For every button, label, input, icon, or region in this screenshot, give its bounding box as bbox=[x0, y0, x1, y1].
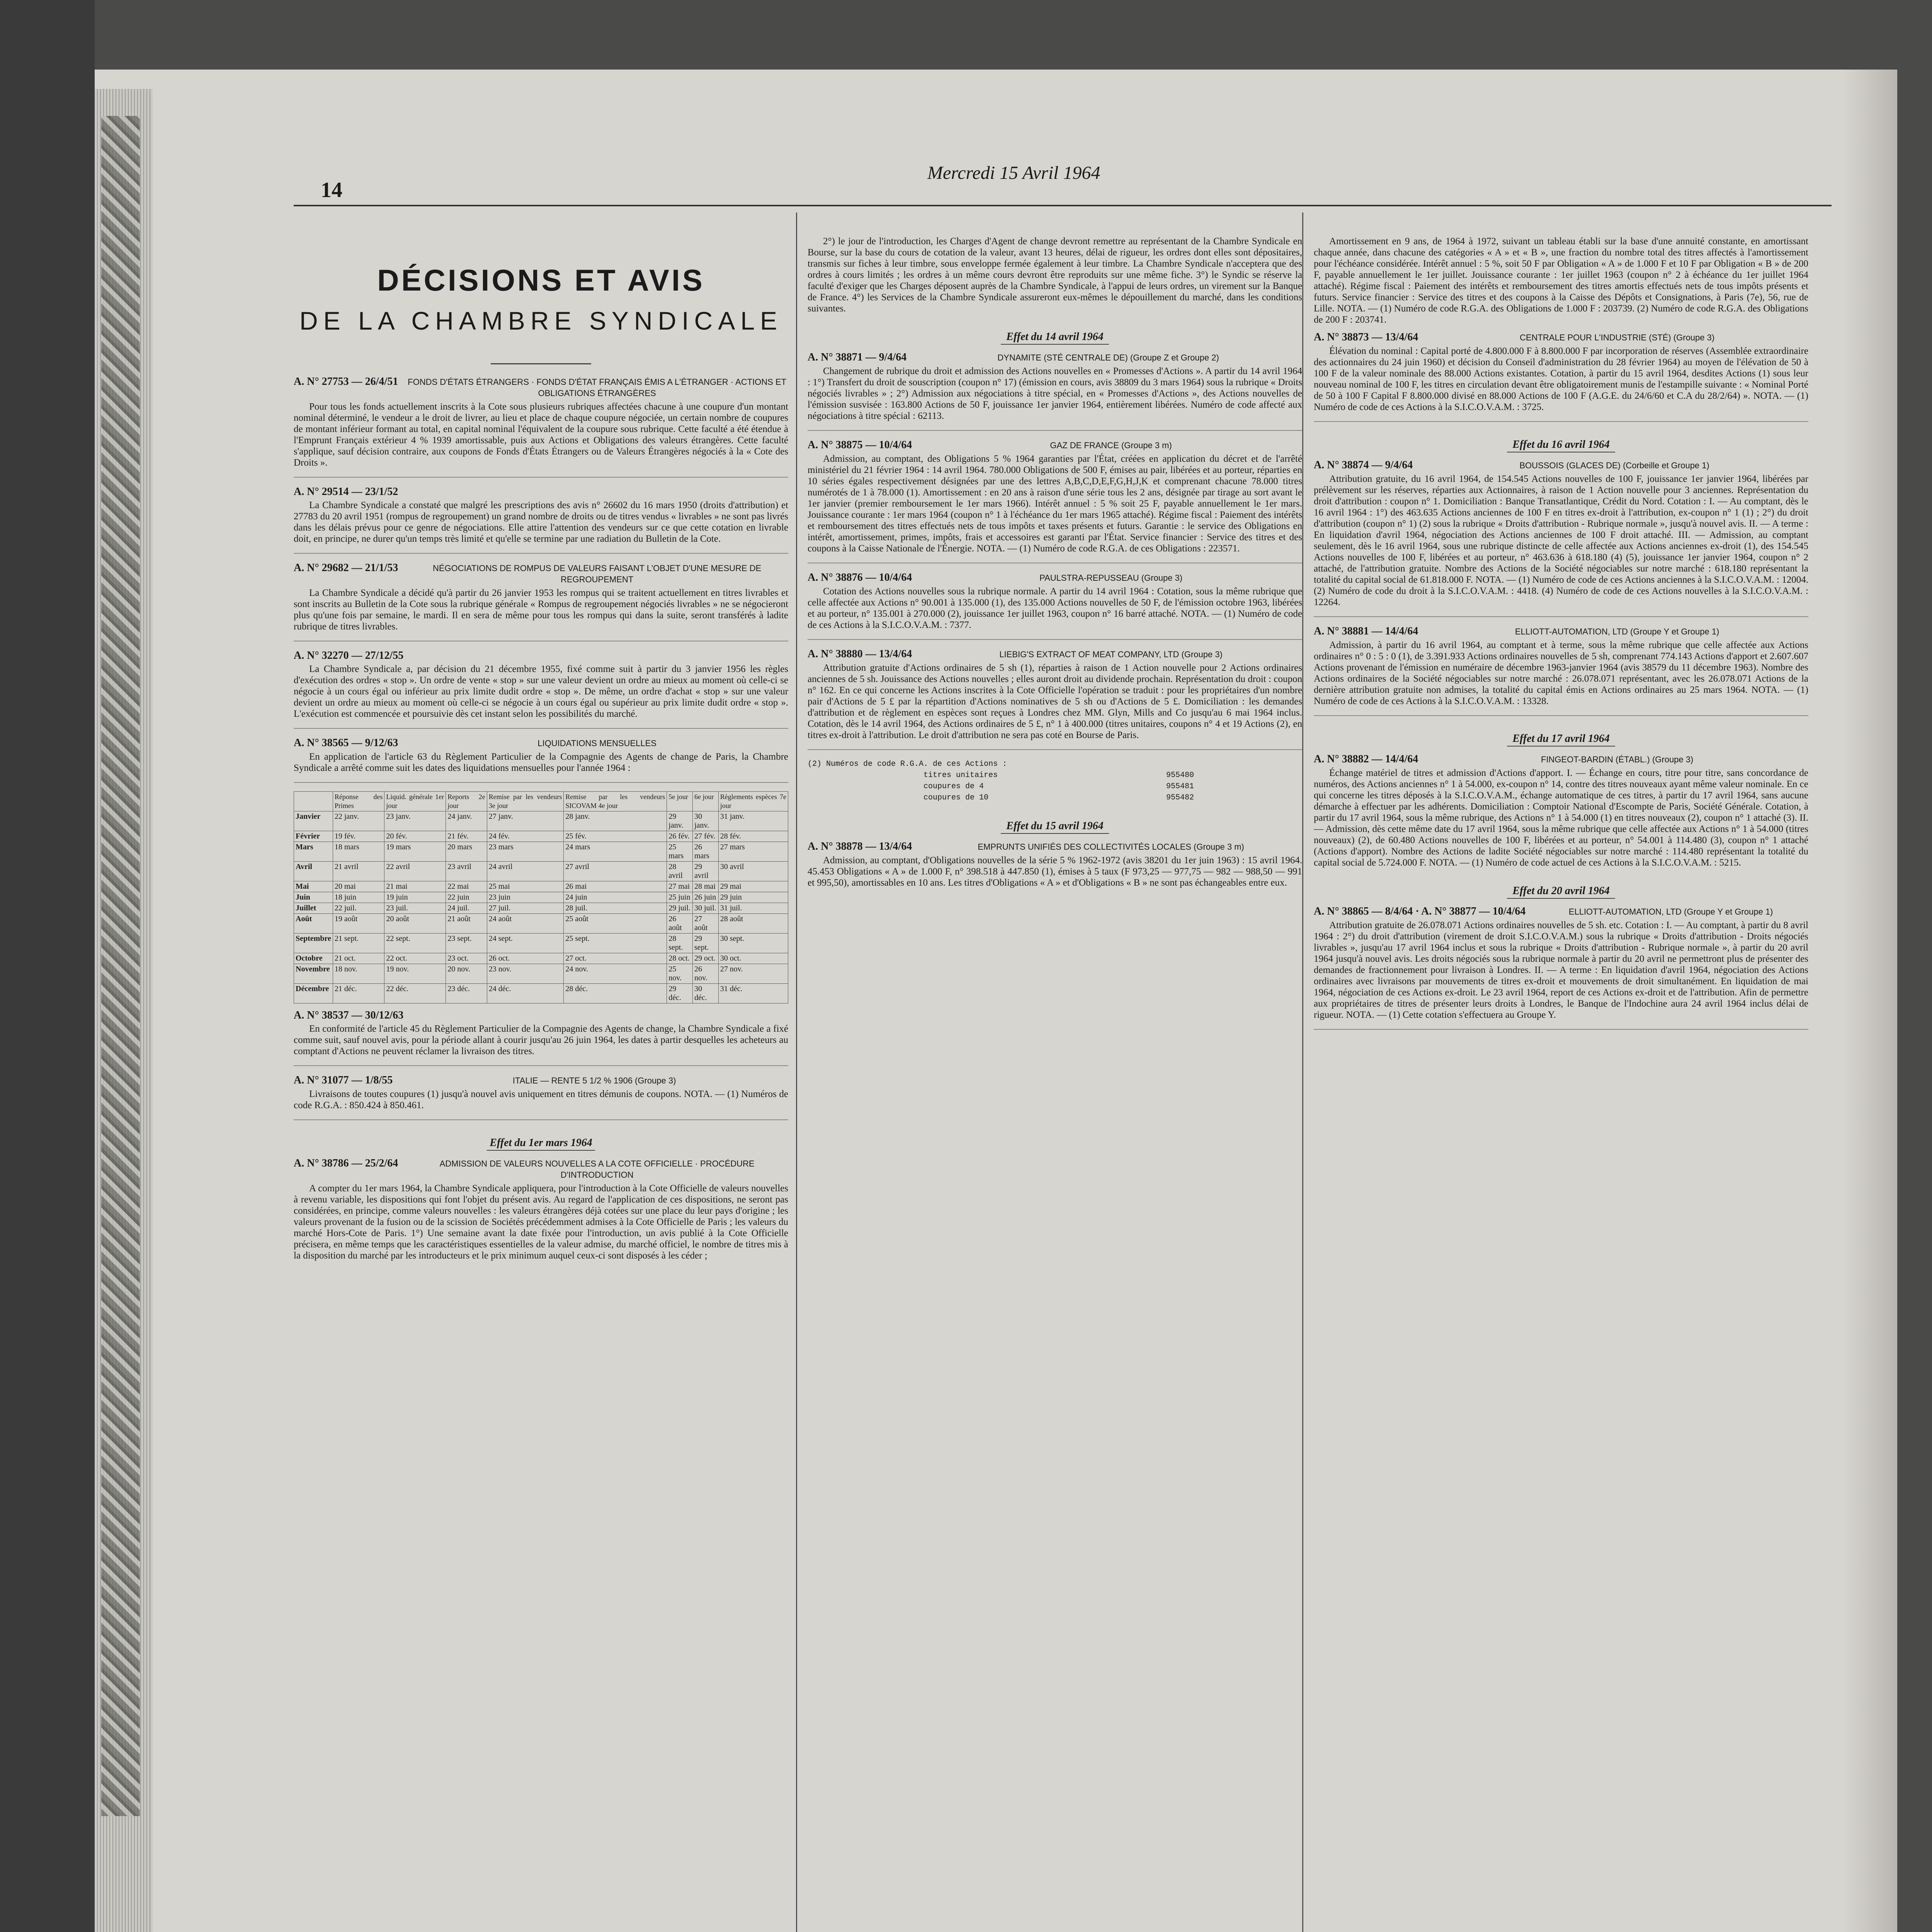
notice-separator bbox=[294, 1119, 788, 1120]
table-cell: 23 sept. bbox=[446, 934, 487, 953]
table-header-cell: 6e jour bbox=[692, 792, 718, 811]
notice-subject: LIEBIG'S EXTRACT OF MEAT COMPANY, LTD (Groupe 3) bbox=[999, 650, 1223, 659]
notice-subject: GAZ DE FRANCE (Groupe 3 m) bbox=[1050, 440, 1172, 450]
table-cell: 23 oct. bbox=[446, 953, 487, 964]
table-cell: 24 nov. bbox=[564, 964, 667, 984]
notice-separator bbox=[1314, 1029, 1808, 1030]
effect-heading bbox=[1314, 733, 1808, 747]
code-label: titres unitaires bbox=[923, 771, 998, 780]
table-cell: Décembre bbox=[294, 984, 333, 1003]
table-row bbox=[294, 934, 788, 953]
table-cell: 24 août bbox=[487, 914, 564, 934]
table-cell: 22 oct. bbox=[384, 953, 446, 964]
table-cell: 25 fév. bbox=[564, 831, 667, 842]
table-cell: 21 déc. bbox=[333, 984, 384, 1003]
notice-ref: A. N° 38878 — 13/4/64 bbox=[808, 840, 912, 852]
table-cell: 28 mai bbox=[692, 881, 718, 892]
notice-separator bbox=[808, 749, 1302, 750]
table-header-cell: Remise par les vendeurs SICOVAM 4e jour bbox=[564, 792, 667, 811]
table-cell: 21 sept. bbox=[333, 934, 384, 953]
notice-header bbox=[294, 562, 788, 585]
table-row bbox=[294, 953, 788, 964]
notice-body: La Chambre Syndicale a décidé qu'à partir du 26 janvier 1953 les rompus qui se traitent actuellement en titres livrables et sont inscrits au Bulletin de la Cote sous la rubrique générale « Rompus de regroupement négociés livrables » ne se négocieront plus qu'une fois par semaine, le mardi. Il en sera de même pour tous les rompus qui dans la suite, seront transférés à ladite rubrique de titres livrables. bbox=[294, 588, 788, 632]
table-cell: Novembre bbox=[294, 964, 333, 984]
notice-subject: CENTRALE POUR L'INDUSTRIE (STÉ) (Groupe 3) bbox=[1520, 333, 1715, 342]
notice-header bbox=[808, 572, 1302, 583]
table-header-row bbox=[294, 792, 788, 811]
table-row bbox=[294, 914, 788, 934]
code-items bbox=[808, 770, 1302, 803]
table-row bbox=[294, 811, 788, 831]
table-cell: 22 déc. bbox=[384, 984, 446, 1003]
table-cell: 21 fév. bbox=[446, 831, 487, 842]
notice-header bbox=[294, 486, 788, 497]
table-cell: 31 juil. bbox=[718, 903, 788, 914]
table-cell: 25 sept. bbox=[564, 934, 667, 953]
table-cell: 23 nov. bbox=[487, 964, 564, 984]
notice-header bbox=[1314, 459, 1808, 471]
title-rule bbox=[491, 363, 591, 364]
table-cell: 18 nov. bbox=[333, 964, 384, 984]
table-row bbox=[294, 964, 788, 984]
notice-header bbox=[294, 1075, 788, 1086]
notice-ref: A. N° 38881 — 14/4/64 bbox=[1314, 625, 1418, 637]
table-cell: 27 fév. bbox=[692, 831, 718, 842]
notice-body: La Chambre Syndicale a constaté que malgré les prescriptions des avis n° 26602 du 16 mars 1950 (droits d'attribution) et 27783 du 20 avril 1951 (rompus de regroupement) un grand nombre de droits ou de titres vendus « livrables » ne sont pas livrés dans les délais prévus pour ce genre de négociations. Elle attire l'attention des vendeurs sur ce que cette cotation en livrable doit, en principe, ne durer qu'un temps très limité et qu'elle se termine par une radiation du Bulletin de la Cote. bbox=[294, 500, 788, 544]
table-cell: 19 fév. bbox=[333, 831, 384, 842]
page-date: Mercredi 15 Avril 1964 bbox=[927, 163, 1100, 183]
table-cell: 18 mars bbox=[333, 842, 384, 862]
table-cell: 23 janv. bbox=[384, 811, 446, 831]
notice-header bbox=[1314, 906, 1808, 917]
table-cell: 27 oct. bbox=[564, 953, 667, 964]
effect-heading-text: Effet du 14 avril 1964 bbox=[1006, 331, 1104, 343]
table-cell: 21 août bbox=[446, 914, 487, 934]
notice-body: Livraisons de toutes coupures (1) jusqu'à nouvel avis uniquement en titres démunis de coupons. NOTA. — (1) Numéros de code R.G.A. : 850.424 à 850.461. bbox=[294, 1089, 788, 1111]
table-row bbox=[294, 842, 788, 862]
table-cell: Avril bbox=[294, 862, 333, 881]
notice-body-continued: 2°) le jour de l'introduction, les Charges d'Agent de change devront remettre au représentant de la Chambre Syndicale en Bourse, sur la base du cours de cotation de la valeur, avant 13 heures, délai de rigueur, les ordres dont elles sont dépositaires, transmis sur fiches à leur timbre, sous enveloppe fermée également à leur timbre. La Chambre Syndicale n'acceptera que des ordres à cours limités ; les ordres à un même cours devront être reproduits sur une même fiche. 3°) le Syndic se réserve la faculté d'exiger que les Charges déposent auprès de la Chambre Syndicale, à l'appui de leurs ordres, un virement sur la Banque de France. 4°) les Services de la Chambre Syndicale assureront eux-mêmes le dépouillement du marché, dans les conditions suivantes. bbox=[808, 236, 1302, 314]
code-list bbox=[808, 759, 1302, 803]
effect-heading bbox=[294, 1137, 788, 1151]
table-cell: 22 janv. bbox=[333, 811, 384, 831]
notice-ref: A. N° 38876 — 10/4/64 bbox=[808, 571, 912, 583]
notice-body: A compter du 1er mars 1964, la Chambre Syndicale appliquera, pour l'introduction à la Cote Officielle de valeurs nouvelles à revenu variable, les dispositions qui font l'objet du présent avis. Au regard de l'application de ces dispositions, ne seront pas considérées, en principe, comme valeurs nouvelles : les valeurs étrangères déjà cotées sur une place du leur pays d'origine ; les valeurs provenant de la fusion ou de la scission de Sociétés précédemment admises à la Cote Officielle de Paris ; les valeurs du marché Hors-Cote de Paris. 1°) Une semaine avant la date fixée pour l'introduction, un avis publié à la Cote Officielle précisera, en même temps que les caractéristiques essentielles de la valeur admise, du marché officiel, le nombre de titres mis à la disposition du marché par les introducteurs et le prix minimum auquel ceux-ci sont disposés à les céder ; bbox=[294, 1183, 788, 1261]
effect-heading-text: Effet du 20 avril 1964 bbox=[1512, 885, 1610, 897]
notice-ref: A. N° 38882 — 14/4/64 bbox=[1314, 753, 1418, 765]
notice-subject: ITALIE — RENTE 5 1/2 % 1906 (Groupe 3) bbox=[512, 1076, 676, 1085]
code-label: coupures de 4 bbox=[923, 782, 984, 791]
table-cell: 25 mai bbox=[487, 881, 564, 892]
notice-header bbox=[1314, 626, 1808, 637]
notice-separator bbox=[1314, 421, 1808, 422]
notice-separator bbox=[1314, 616, 1808, 617]
table-cell: 28 oct. bbox=[667, 953, 693, 964]
notice-body-continued: Amortissement en 9 ans, de 1964 à 1972, suivant un tableau établi sur la base d'une annuité constante, en amortissant chaque année, dans chacune des catégories « A » et « B », une fraction du nombre total des titres affectés à l'amortissement pour l'échéance considérée. Intérêt annuel : 5 %, soit 50 F par Obligation « A » de 1.000 F et 10 F par Obligation « B » de 200 F, payable annuellement le 1er juillet. Jouissance courante : 1er juillet 1963 (coupon n° 2 à échéance du 1er juillet 1964 attaché). Régime fiscal : Paiement des intérêts et remboursement des titres amortis effectués nets de tous impôts présents et futurs. Service financier : Service des titres et des coupons à la Caisse des Dépôts et Consignations, à Paris (7e), 56, rue de Lille. NOTA. — (1) Numéro de code R.G.A. des Obligations de 1.000 F : 203739. (2) Numéro de code R.G.A. des Obligations de 200 F : 203741. bbox=[1314, 236, 1808, 325]
table-cell: 24 janv. bbox=[446, 811, 487, 831]
table-cell: 30 déc. bbox=[692, 984, 718, 1003]
notice-list bbox=[294, 376, 788, 783]
table-cell: 21 mai bbox=[384, 881, 446, 892]
notice-subject: DYNAMITE (STÉ CENTRALE DE) (Groupe Z et Groupe 2) bbox=[997, 353, 1219, 362]
notice-ref: A. N° 38865 — 8/4/64 · A. N° 38877 — 10/4/64 bbox=[1314, 905, 1526, 917]
page-number: 14 bbox=[321, 178, 342, 202]
notice-ref: A. N° 38875 — 10/4/64 bbox=[808, 439, 912, 451]
notice-header bbox=[808, 841, 1302, 852]
code-value: 955480 bbox=[1166, 771, 1194, 780]
notice-header bbox=[1314, 332, 1808, 343]
effect-heading bbox=[1314, 885, 1808, 899]
table-cell: Mai bbox=[294, 881, 333, 892]
notice-ref: A. N° 29682 — 21/1/53 bbox=[294, 562, 398, 574]
table-cell: 20 fév. bbox=[384, 831, 446, 842]
notice-list bbox=[1314, 906, 1808, 1030]
table-cell: 29 janv. bbox=[667, 811, 693, 831]
notice-ref: A. N° 29514 — 23/1/52 bbox=[294, 486, 398, 498]
code-caption: (2) Numéros de code R.G.A. de ces Actions : bbox=[808, 760, 1007, 769]
table-cell: Septembre bbox=[294, 934, 333, 953]
notice-body: Attribution gratuite d'Actions ordinaires de 5 sh (1), réparties à raison de 1 Action nouvelle pour 2 Actions ordinaires anciennes de 5 sh. Jouissance des Actions nouvelles ; elles auront droit au dividende prochain. Représentation du droit : coupon n° 162. En ce qui concerne les Actions inscrites à la Cote Officielle l'opération se traduit : pour les propriétaires d'un nombre pair d'Actions de 5 £ par la répartition d'Actions nominatives de 5 sh ou d'Actions de 5 £. Domiciliation : les demandes d'attribution et de règlement en espèces sont reçues à Londres chez MM. Glyn, Mills and Co jusqu'au 6 mai 1964 inclus. Cotation, dès le 14 avril 1964, des Actions ordinaires de 5 £, n° 1 à 400.000 (titres unitaires, coupons n° 4 et 19 Actions (2), en titres ex-droit à l'attribution. Le droit d'attribution ne sera pas coté en Bourse de Paris. bbox=[808, 663, 1302, 740]
liquidation-table bbox=[294, 791, 788, 1003]
notice-header bbox=[808, 648, 1302, 660]
table-cell: 28 déc. bbox=[564, 984, 667, 1003]
table-cell: 26 août bbox=[667, 914, 693, 934]
table-cell: 26 nov. bbox=[692, 964, 718, 984]
effect-rule bbox=[487, 1150, 595, 1151]
page-subtitle: DE LA CHAMBRE SYNDICALE bbox=[299, 306, 782, 335]
notice-body: Attribution gratuite, du 16 avril 1964, de 154.545 Actions nouvelles de 100 F, jouissance 1er janvier 1964, libérées par prélèvement sur les réserves, réparties aux Actionnaires, à raison de 1 Action nouvelle pour 3 anciennes. Représentation du droit d'attribution : coupon n° 1. Domiciliation : Banque Transatlantique, Crédit du Nord. Cotation : I. — Au comptant, dès le 16 avril 1964 : 1°) des 463.635 Actions anciennes de 100 F en titres ex-droit à l'attribution, ex-coupon n° 1 (1) ; 2°) du droit d'attribution (coupon n° 1) (2) sous la rubrique « Droits d'attribution - Rubrique normale », jusqu'à nouvel avis. II. — A terme : En liquidation d'avril 1964, négociation des Actions anciennes de 100 F droit attaché. III. — Admission, au comptant seulement, dès le 16 avril 1964, sous une rubrique distincte de celle affectée aux Actions anciennes ex-droit (1), des 154.545 Actions nouvelles de 100 F, libérées et au porteur, n° 463.636 à 618.180 (4) (5), jouissance 1er janvier 1964, coupon n° 2 attaché, de l'attribution gratuite. Nombre des Actions de la Société négociables sur notre marché : 618.180 représentant la totalité du capital social de 61.818.000 F. NOTA. — (1) Numéro de code de ces Actions anciennes à la S.I.C.O.V.A.M. : 12004. (2) Numéro de code du droit à la S.I.C.O.V.A.M. : 4418. (4) Numéro de code de ces Actions nouvelles à la S.I.C.O.V.A.M. : 12264. bbox=[1314, 474, 1808, 607]
code-label: coupures de 10 bbox=[923, 793, 989, 802]
notice-ref: A. N° 38880 — 13/4/64 bbox=[808, 648, 912, 660]
effect-heading bbox=[1314, 439, 1808, 452]
notice-ref: A. N° 38786 — 25/2/64 bbox=[294, 1157, 398, 1169]
header-rule bbox=[294, 205, 1832, 206]
table-cell: 29 déc. bbox=[667, 984, 693, 1003]
table-cell: Juillet bbox=[294, 903, 333, 914]
table-row bbox=[294, 862, 788, 881]
table-cell: 30 sept. bbox=[718, 934, 788, 953]
table-cell: 23 mars bbox=[487, 842, 564, 862]
notice-subject: NÉGOCIATIONS DE ROMPUS DE VALEURS FAISANT L'OBJET D'UNE MESURE DE REGROUPEMENT bbox=[432, 563, 762, 584]
table-cell: 22 sept. bbox=[384, 934, 446, 953]
table-header-cell: Liquid. générale 1er jour bbox=[384, 792, 446, 811]
notice-list bbox=[1314, 459, 1808, 716]
column-divider bbox=[796, 213, 797, 1932]
notice-header bbox=[808, 439, 1302, 451]
table-cell: 28 sept. bbox=[667, 934, 693, 953]
table-row bbox=[294, 881, 788, 892]
notice-ref: A. N° 38874 — 9/4/64 bbox=[1314, 459, 1413, 471]
table-cell: 19 nov. bbox=[384, 964, 446, 984]
column-2 bbox=[808, 213, 1302, 1932]
table-cell: 29 juil. bbox=[667, 903, 693, 914]
marbled-edge bbox=[101, 116, 140, 1816]
notice-subject: EMPRUNTS UNIFIÉS DES COLLECTIVITÉS LOCALES (Groupe 3 m) bbox=[978, 842, 1244, 852]
table-cell: 22 juin bbox=[446, 892, 487, 903]
table-cell: Octobre bbox=[294, 953, 333, 964]
notice-separator bbox=[1314, 715, 1808, 716]
effect-heading-text: Effet du 15 avril 1964 bbox=[1006, 820, 1104, 832]
table-cell: 21 avril bbox=[333, 862, 384, 881]
notice-header bbox=[294, 376, 788, 399]
notice-subject: BOUSSOIS (GLACES DE) (Corbeille et Groupe 1) bbox=[1519, 461, 1709, 470]
table-cell: 28 juil. bbox=[564, 903, 667, 914]
table-cell: 18 juin bbox=[333, 892, 384, 903]
notice-subject: ADMISSION DE VALEURS NOUVELLES A LA COTE OFFICIELLE · PROCÉDURE D'INTRODUCTION bbox=[439, 1159, 755, 1180]
table-cell: 24 sept. bbox=[487, 934, 564, 953]
table-header-cell: 5e jour bbox=[667, 792, 693, 811]
table-cell: 30 juil. bbox=[692, 903, 718, 914]
notice-list bbox=[1314, 332, 1808, 422]
table-header-cell: Réponse des Primes bbox=[333, 792, 384, 811]
table-row bbox=[294, 892, 788, 903]
table-header-cell bbox=[294, 792, 333, 811]
table-cell: 25 juin bbox=[667, 892, 693, 903]
notice-header bbox=[294, 1010, 788, 1021]
table-cell: 24 déc. bbox=[487, 984, 564, 1003]
table-cell: 30 avril bbox=[718, 862, 788, 881]
notice-subject: ELLIOTT-AUTOMATION, LTD (Groupe Y et Groupe 1) bbox=[1568, 907, 1773, 917]
table-cell: 22 juil. bbox=[333, 903, 384, 914]
page-title: DÉCISIONS ET AVIS bbox=[377, 263, 705, 297]
table-cell: Juin bbox=[294, 892, 333, 903]
table-cell: 24 mars bbox=[564, 842, 667, 862]
notice-header bbox=[1314, 753, 1808, 765]
notice-ref: A. N° 31077 — 1/8/55 bbox=[294, 1074, 393, 1086]
table-cell: 31 déc. bbox=[718, 984, 788, 1003]
notice-subject: PAULSTRA-REPUSSEAU (Groupe 3) bbox=[1039, 573, 1183, 583]
notice-subject: ELLIOTT-AUTOMATION, LTD (Groupe Y et Groupe 1) bbox=[1515, 627, 1719, 636]
notice-body: Admission, au comptant, d'Obligations nouvelles de la série 5 % 1962-1972 (avis 38201 du 1er juin 1963) : 15 avril 1964. 45.453 Obligations « A » de 1.000 F, n° 398.518 à 447.850 (1), émises à 5 taux (F 973,25 — 977,75 — 982 — 988,50 — 991 et 995,50), amortissables en 10 ans. Les titres d'Obligations « A » et d'Obligations « B » ne sont pas échangeables entre eux. bbox=[808, 855, 1302, 888]
table-cell: 19 août bbox=[333, 914, 384, 934]
table-cell: 25 mars bbox=[667, 842, 693, 862]
notice-header bbox=[808, 352, 1302, 363]
table-cell: Août bbox=[294, 914, 333, 934]
table-row bbox=[294, 831, 788, 842]
code-row bbox=[923, 781, 1194, 792]
notice-ref: A. N° 32270 — 27/12/55 bbox=[294, 650, 404, 662]
notice-subject: FONDS D'ÉTATS ÉTRANGERS · FONDS D'ÉTAT FRANÇAIS ÉMIS A L'ÉTRANGER · ACTIONS ET OBLIGATIONS ÉTRANGÈRES bbox=[408, 377, 787, 398]
table-header-cell: Reports 2e jour bbox=[446, 792, 487, 811]
notice-ref: A. N° 38537 — 30/12/63 bbox=[294, 1009, 404, 1021]
notice-separator bbox=[294, 477, 788, 478]
table-header-cell: Règlements espèces 7e jour bbox=[718, 792, 788, 811]
table-cell: 24 fév. bbox=[487, 831, 564, 842]
notice-list bbox=[808, 352, 1302, 750]
notice-body: Échange matériel de titres et admission d'Actions d'apport. I. — Échange en cours, titre pour titre, sans concordance de numéros, des Actions anciennes n° 1 à 54.000, ex-coupon n° 14, contre des titres nouveaux ayant même valeur nominale. En ce qui concerne les titres déposés à la S.I.C.O.V.A.M., échange automatique de ces titres, à partir du 17 avril 1964, sans aucune démarche à effectuer par les adhérents. Domiciliation : Comptoir National d'Escompte de Paris, Société Générale. Cotation, à partir du 17 avril 1964, sous la même rubrique, des Actions n° 1 à 54.000 (1) en titres nouveaux (2), coupon n° 1 attaché (3). II. — Admission, dès cette même date du 17 avril 1964, sous la même rubrique que celle affectée aux Actions n° 1 à 54.000 (titres nouveaux) (2), de 60.480 Actions nouvelles de 100 F, libérées et au porteur, n° 54.001 à 114.480 (3), coupon n° 1 attaché (Actions d'apport). Nombre des Actions de ladite Société négociables sur notre marché : 114.480 représentant la totalité du capital social de 5.724.000 F. NOTA. — (1) Numéro de code actuel de ces Actions à la S.I.C.O.V.A.M. : 5215. bbox=[1314, 768, 1808, 868]
table-cell: 20 nov. bbox=[446, 964, 487, 984]
table-cell: 30 oct. bbox=[718, 953, 788, 964]
notice-body: Admission, à partir du 16 avril 1964, au comptant et à terme, sous la même rubrique que celle affectée aux Actions ordinaires n° 0 : 5 : 0 (1), de 3.391.933 Actions ordinaires nouvelles de 5 sh, comprenant 774.143 Actions d'apport et 2.607.607 Actions provenant de l'émission en numéraire de décembre 1963-janvier 1964 (avis 38579 du 11 décembre 1963). Nombre des Actions ordinaires de la Société négociables sur notre marché : 26.078.071 représentant, avec les 26.078.071 Actions de la dernière attribution gratuite non admises, la totalité du capital émis en Actions ordinaires au 25 mars 1964. NOTA. — (1) Numéro de code de ces Actions à la S.I.C.O.V.A.M. : 13328. bbox=[1314, 640, 1808, 706]
table-cell: 28 avril bbox=[667, 862, 693, 881]
effect-heading-text: Effet du 17 avril 1964 bbox=[1512, 733, 1610, 745]
table-cell: 24 avril bbox=[487, 862, 564, 881]
effect-heading bbox=[808, 331, 1302, 345]
table-cell: 29 oct. bbox=[692, 953, 718, 964]
notice-header bbox=[294, 737, 788, 749]
notice-body: Pour tous les fonds actuellement inscrits à la Cote sous plusieurs rubriques affectées chacune à une coupure d'un montant nominal déterminé, le vendeur a le droit de livrer, au lieu et place de chaque coupure négociée, un certain nombre de coupures de montant inférieur formant au total, en capital nominal l'équivalent de la coupure sous rubrique. Cette faculté a été étendue à l'Emprunt Français extérieur 4 % 1939 amortissable, puis aux Actions et Obligations des valeurs étrangères. Cette faculté s'applique, sauf décision contraire, aux coupons de Fonds d'États Étrangers ou de Valeurs Étrangères négociés à la « Cote des Droits ». bbox=[294, 401, 788, 468]
notice-body: Changement de rubrique du droit et admission des Actions nouvelles en « Promesses d'Actions ». A partir du 14 avril 1964 : 1°) Transfert du droit de souscription (coupon n° 17) (émission en cours, avis 38809 du 3 mars 1964) sous la rubrique « Droits négociés livrables » ; 2°) Admission aux négociations à titre spécial, en « Promesses d'Actions », des Actions nouvelles de l'émission susvisée : 163.800 Actions de 50 F, jouissance 1er janvier 1964, entièrement libérées. Numéro de code affecté aux négociations à titre spécial : 62113. bbox=[808, 366, 1302, 421]
notice-subject: LIQUIDATIONS MENSUELLES bbox=[537, 738, 656, 748]
table-cell: 20 mai bbox=[333, 881, 384, 892]
effect-heading-text: Effet du 1er mars 1964 bbox=[490, 1137, 592, 1149]
code-value: 955481 bbox=[1166, 782, 1194, 791]
column-3 bbox=[1314, 213, 1808, 1932]
table-cell: 27 mars bbox=[718, 842, 788, 862]
table-cell: 28 janv. bbox=[564, 811, 667, 831]
table-cell: 21 oct. bbox=[333, 953, 384, 964]
book-binding bbox=[0, 0, 95, 1932]
table-cell: 22 avril bbox=[384, 862, 446, 881]
table-cell: 24 juin bbox=[564, 892, 667, 903]
table-cell: 26 oct. bbox=[487, 953, 564, 964]
code-row bbox=[923, 770, 1194, 781]
table-cell: 23 déc. bbox=[446, 984, 487, 1003]
table-cell: 29 avril bbox=[692, 862, 718, 881]
notice-subject: FINGEOT-BARDIN (ÉTABL.) (Groupe 3) bbox=[1541, 755, 1694, 764]
table-cell: 27 août bbox=[692, 914, 718, 934]
table-cell: 25 août bbox=[564, 914, 667, 934]
notice-separator bbox=[294, 1065, 788, 1066]
notice-ref: A. N° 38565 — 9/12/63 bbox=[294, 737, 398, 749]
notice-ref: A. N° 38873 — 13/4/64 bbox=[1314, 331, 1418, 343]
table-cell: 27 mai bbox=[667, 881, 693, 892]
effect-rule bbox=[1507, 898, 1615, 899]
effect-rule bbox=[1001, 344, 1109, 345]
notice-body: Élévation du nominal : Capital porté de 4.800.000 F à 8.800.000 F par incorporation de réserves (Assemblée extraordinaire des actionnaires du 24 juin 1960) et décision du Conseil d'administration du 28 février 1964) au moyen de l'élévation de 50 à 100 F de la valeur nominale des 88.000 Actions existantes. Cotation, à partir du 15 avril 1964, desdites Actions (1) sous leur nouveau nominal de 100 F, les titres en circulation devant être obligatoirement munis de l'estampille suivante : « Nominal Porté de 50 à 100 F Capital F 8.800.000 divisé en 88.000 Actions de 100 F (A.G.E. du 24/6/60 et C.A du 28/2/64) ». NOTA. — (1) Numéro de code de ces Actions à la S.I.C.O.V.A.M. : 3725. bbox=[1314, 346, 1808, 412]
effect-heading-text: Effet du 16 avril 1964 bbox=[1512, 439, 1610, 451]
table-cell: 26 fév. bbox=[667, 831, 693, 842]
code-value: 955482 bbox=[1166, 793, 1194, 802]
table-body bbox=[294, 811, 788, 1003]
notice-body: En conformité de l'article 45 du Règlement Particulier de la Compagnie des Agents de change, la Chambre Syndicale a fixé comme suit, sauf nouvel avis, pour la période allant à courir jusqu'au 26 juin 1964, les dates à partir desquelles les acheteurs au comptant d'Actions ne peuvent réclamer la livraison des titres. bbox=[294, 1024, 788, 1056]
table-cell: 26 juin bbox=[692, 892, 718, 903]
table-cell: 24 juil. bbox=[446, 903, 487, 914]
table-row bbox=[294, 984, 788, 1003]
table-cell: 28 août bbox=[718, 914, 788, 934]
table-header-cell: Remise par les vendeurs 3e jour bbox=[487, 792, 564, 811]
page-shadow bbox=[1843, 70, 1897, 1932]
table-cell: 30 janv. bbox=[692, 811, 718, 831]
table-cell: 28 fév. bbox=[718, 831, 788, 842]
effect-rule bbox=[1507, 746, 1615, 747]
table-row bbox=[294, 903, 788, 914]
column-divider bbox=[1302, 213, 1303, 1932]
notice-separator bbox=[294, 782, 788, 783]
notice-header bbox=[294, 1158, 788, 1180]
table-cell: 19 mars bbox=[384, 842, 446, 862]
column-1 bbox=[294, 213, 788, 1932]
table-cell: 26 mars bbox=[692, 842, 718, 862]
notice-ref: A. N° 38871 — 9/4/64 bbox=[808, 351, 907, 363]
code-row bbox=[923, 792, 1194, 803]
notice-separator bbox=[294, 553, 788, 554]
table-cell: 31 janv. bbox=[718, 811, 788, 831]
table-cell: 23 juin bbox=[487, 892, 564, 903]
effect-rule bbox=[1001, 833, 1109, 834]
table-cell: 29 sept. bbox=[692, 934, 718, 953]
table-cell: 23 juil. bbox=[384, 903, 446, 914]
table-cell: 27 juil. bbox=[487, 903, 564, 914]
table-cell: 27 avril bbox=[564, 862, 667, 881]
notice-separator bbox=[294, 728, 788, 729]
effect-heading bbox=[808, 820, 1302, 834]
table-cell: Janvier bbox=[294, 811, 333, 831]
notice-ref: A. N° 27753 — 26/4/51 bbox=[294, 376, 398, 388]
notice-header bbox=[294, 650, 788, 661]
table-cell: 26 mai bbox=[564, 881, 667, 892]
notice-list bbox=[294, 1010, 788, 1120]
notice-body: En application de l'article 63 du Règlement Particulier de la Compagnie des Agents de change de Paris, la Chambre Syndicale a arrêté comme suit les dates des liquidations mensuelles pour l'année 1964 : bbox=[294, 752, 788, 773]
table-cell: 20 mars bbox=[446, 842, 487, 862]
table-cell: 25 nov. bbox=[667, 964, 693, 984]
notice-separator bbox=[808, 430, 1302, 431]
table-cell: 27 janv. bbox=[487, 811, 564, 831]
table-cell: 23 avril bbox=[446, 862, 487, 881]
table-cell: 27 nov. bbox=[718, 964, 788, 984]
table-cell: Mars bbox=[294, 842, 333, 862]
notice-body: Cotation des Actions nouvelles sous la rubrique normale. A partir du 14 avril 1964 : Cotation, sous la même rubrique que celle affectée aux Actions n° 90.001 à 135.000 (1), des 135.000 Actions nouvelles de 50 F, de l'émission octobre 1963, libérées et au porteur, n° 135.001 à 270.000 (2), jouissance 1er juillet 1963, coupon n° 16 barré attaché. NOTA. — (1) Numéro de code de ces Actions à la S.I.C.O.V.A.M. : 7377. bbox=[808, 586, 1302, 630]
table-cell: 22 mai bbox=[446, 881, 487, 892]
notice-body: La Chambre Syndicale a, par décision du 21 décembre 1955, fixé comme suit à partir du 3 janvier 1956 les règles d'exécution des ordres « stop ». Un ordre de vente « stop » sur une valeur devient un ordre au mieux au moment où celle-ci se négocie à un cours égal ou inférieur au prix limite dudit ordre « stop ». De même, un ordre d'achat « stop » sur une valeur devient un ordre au mieux au moment où celle-ci se négocie à un cours égal ou supérieur au prix limite dudit ordre « stop ». L'exécution est commencée et poursuivie dès cet instant selon les possibilités du marché. bbox=[294, 664, 788, 719]
table-cell: Février bbox=[294, 831, 333, 842]
table-cell: 19 juin bbox=[384, 892, 446, 903]
table-cell: 20 août bbox=[384, 914, 446, 934]
notice-body: Attribution gratuite de 26.078.071 Actions ordinaires nouvelles de 5 sh. etc. Cotation : I. — Au comptant, à partir du 8 avril 1964 : 2°) du droit d'attribution (virement de droit S.I.C.O.V.A.M.) sous la rubrique « Droits d'attribution - Droits négociés livrables », jusqu'au 17 avril 1964 inclus et sous la rubrique « Droits d'attribution - Rubrique normale », à partir du 20 avril 1964 jusqu'à nouvel avis. Les droits négociés sous la rubrique normale à partir du 20 avril ne permettront plus de présenter des demandes de fractionnement pour livraison à Londres. II. — A terme : En liquidation d'avril 1964, négociation des Actions ordinaires avec livraisons par mouvements de titres ex-droit et mouvements de droit simultanément. En liquidation de mai 1964, négociation de ces Actions ex-droit. Le 23 avril 1964, report de ces Actions ex-droit et de l'attribution. Afin de permettre aux propriétaires de titres de présenter leurs droits à Londres, le Banque de l'Indochine aura 24 avril 1964 inclus délai de rigueur. NOTA. — (1) Cette cotation s'effectuera au Groupe Y. bbox=[1314, 920, 1808, 1020]
table-cell: 29 juin bbox=[718, 892, 788, 903]
notice-separator bbox=[808, 639, 1302, 640]
notice-body: Admission, au comptant, des Obligations 5 % 1964 garanties par l'État, créées en application du décret et de l'arrêté ministériel du 21 février 1964 : 14 avril 1964. 780.000 Obligations de 500 F, émises au pair, libérées et au porteur, réparties en 10 séries égales respectivement désignées par une des lettres A,B,C,D,E,F,G,H,J,K et comprenant chacune 78.000 titres numérotés de 1 à 78.000 (1). Amortissement : en 20 ans à raison d'une série tous les 2 ans, désignée par tirage au sort avant le 1er janvier (premier remboursement le 1er mars 1966). Intérêt annuel : 5 % soit 25 F, payable annuellement le 1er mars. Jouissance courante : 1er mars 1964 (coupon n° 1 à l'échéance du 1er mars 1965 attaché). Régime fiscal : Paiement des intérêts et remboursement des titres effectués nets de tous impôts et taxes présents et futurs. Garantie : le service des Obligations en intérêt, amortissement, primes, impôts, frais et accessoires est garanti par l'État. Service financier : Service des titres et des coupons à la Caisse Nationale de l'Énergie. NOTA. — (1) Numéro de code R.G.A. de ces Obligations : 223571. bbox=[808, 454, 1302, 554]
table-cell: 29 mai bbox=[718, 881, 788, 892]
